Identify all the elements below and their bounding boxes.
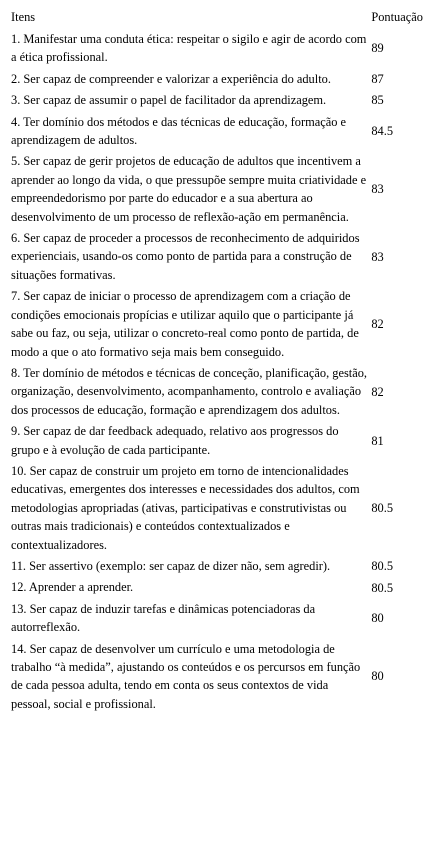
item-score: 84.5: [371, 124, 394, 139]
table-row: [11, 228, 443, 286]
item-score: 85: [371, 93, 384, 108]
item-score: 80: [371, 669, 384, 684]
competencies-table: [11, 8, 443, 715]
item-text: 1. Manifestar uma conduta ética: respeitar o sigilo e agir de acordo com a ética profissional.: [11, 32, 367, 65]
table-header: [11, 8, 443, 29]
item-text: 7. Ser capaz de iniciar o processo de aprendizagem com a criação de condições emocionais propícias e utilizar aquilo que o participante já sabe ou faz, ou seja, utilizar o concreto-real como ponto de partida, de modo a que o ato formativo seja mais bem conseguido.: [11, 289, 359, 359]
item-score: 83: [371, 249, 384, 264]
item-score: 81: [371, 433, 384, 448]
table-row: [11, 112, 443, 152]
item-text: 8. Ter domínio de métodos e técnicas de conceção, planificação, gestão, organização, desenvolvimento, acompanhamento, controlo e avaliação dos processos de educação, formação e aprendizagem dos adultos.: [11, 365, 368, 417]
item-score: 80.5: [371, 559, 394, 574]
item-text: 9. Ser capaz de dar feedback adequado, relativo aos progressos do grupo e à evolução de cada participante.: [11, 424, 339, 457]
item-text: 2. Ser capaz de compreender e valorizar a experiência do adulto.: [11, 71, 331, 86]
item-text: 6. Ser capaz de proceder a processos de reconhecimento de adquiridos experienciais, usando-os como ponto de partida para a construção de situações formativas.: [11, 231, 360, 282]
item-text: 10. Ser capaz de construir um projeto em torno de intencionalidades educativas, emergentes dos interesses e necessidades dos adultos, com metodologias apropriadas (ativas, participativas e construtivistas ou outras mais tradicionais) e conteúdos contextualizados e contextualizadores.: [11, 463, 360, 552]
item-text: 14. Ser capaz de desenvolver um currículo e uma metodologia de trabalho “à medida”, ajustando os conteúdos e os percursos em função de cada pessoa adulta, tendo em conta os seus contextos de vida pessoal, social e profissional.: [11, 641, 361, 711]
item-score: 89: [371, 41, 384, 56]
item-score: 87: [371, 72, 384, 87]
item-score: 80.5: [371, 500, 394, 515]
table-row: [11, 421, 443, 461]
item-text: 4. Ter domínio dos métodos e das técnicas de educação, formação e aprendizagem de adultos.: [11, 114, 347, 148]
item-score: 82: [371, 384, 384, 399]
item-text: 3. Ser capaz de assumir o papel de facilitador da aprendizagem.: [11, 93, 327, 108]
table-row: [11, 363, 443, 421]
item-text: 13. Ser capaz de induzir tarefas e dinâmicas potenciadoras da autorreflexão.: [11, 601, 316, 635]
table-row: [11, 286, 443, 363]
item-text: 5. Ser capaz de gerir projetos de educação de adultos que incentivem a aprender ao longo da vida, o que pressupõe sempre muita criatividade e empreendedorismo por parte do educador e a sua abertura ao desenvolvimento de um processo de reflexão-ação em permanência.: [11, 154, 367, 224]
table-row: [11, 29, 443, 69]
score-column-header: Pontuação: [371, 10, 423, 24]
table-row: [11, 639, 443, 716]
items-column-header: Itens: [11, 10, 36, 24]
table-row: [11, 577, 443, 598]
table-row: [11, 461, 443, 556]
table-row: [11, 556, 443, 577]
table-row: [11, 151, 443, 228]
item-score: 80.5: [371, 580, 394, 595]
table-row: [11, 69, 443, 90]
item-text: 12. Aprender a aprender.: [11, 580, 134, 595]
item-score: 82: [371, 317, 384, 332]
item-text: 11. Ser assertivo (exemplo: ser capaz de dizer não, sem agredir).: [11, 558, 331, 573]
item-score: 80: [371, 611, 384, 626]
table-row: [11, 90, 443, 111]
item-score: 83: [371, 182, 384, 197]
table-row: [11, 599, 443, 639]
